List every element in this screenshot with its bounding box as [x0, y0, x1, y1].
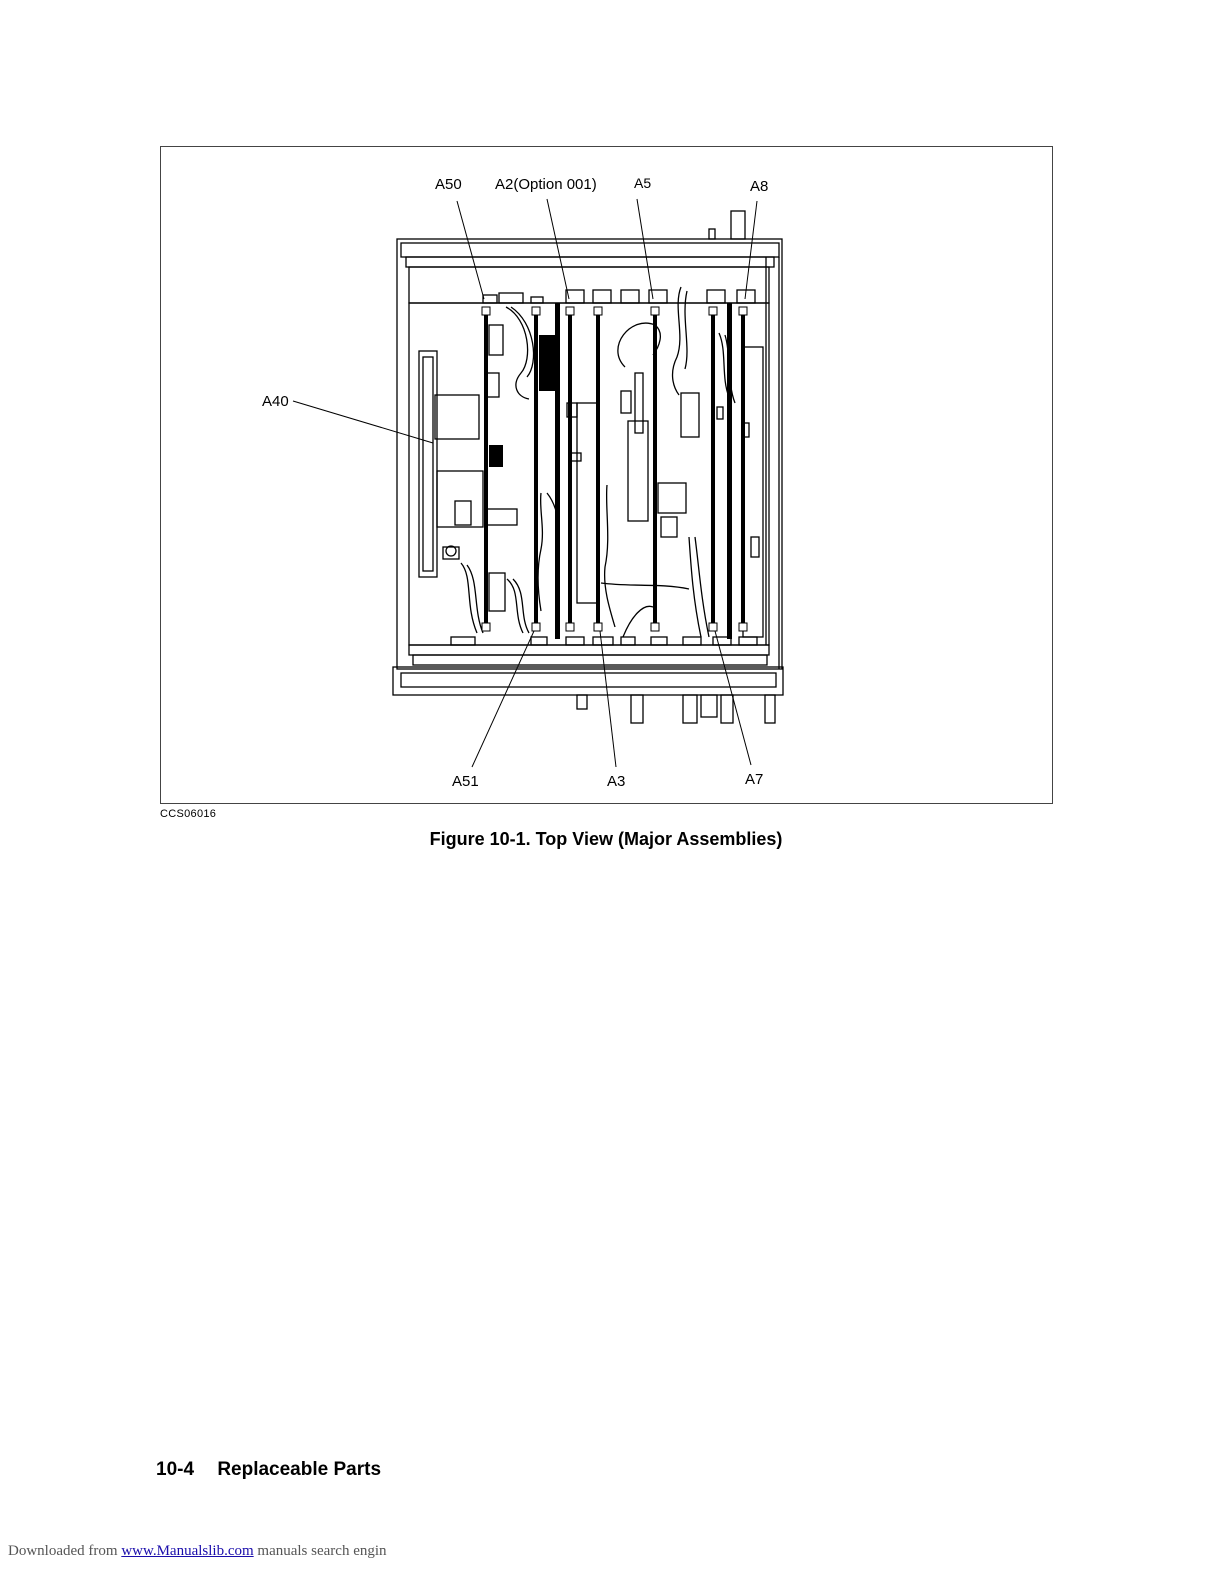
section-title: Replaceable Parts: [217, 1459, 382, 1480]
callout-a7: A7: [745, 771, 764, 788]
leader-a3: [600, 631, 616, 767]
leader-a8: [745, 201, 757, 299]
callout-a40: A40: [262, 393, 289, 410]
leader-a40: [293, 401, 433, 443]
figure-frame: [160, 146, 1053, 804]
callout-a51: A51: [452, 773, 479, 790]
download-prefix: Downloaded from: [8, 1543, 118, 1559]
figure-caption: Figure 10-1. Top View (Major Assemblies): [429, 829, 783, 849]
power-supply: [419, 351, 437, 577]
leader-a2: [547, 199, 569, 299]
page-number: 10-4: [156, 1459, 195, 1480]
top-view-diagram: [161, 147, 1054, 805]
manualslib-link[interactable]: www.Manualslib.com: [121, 1543, 254, 1559]
leader-a51: [472, 631, 534, 767]
leader-a5: [637, 199, 653, 299]
callout-a2: A2(Option 001): [495, 176, 597, 193]
callout-a50: A50: [435, 176, 462, 193]
front-rail: [409, 645, 769, 655]
download-banner: [8, 1543, 387, 1560]
leader-a50: [457, 201, 484, 299]
card-cage-top-bar: [409, 267, 769, 303]
front-panel: [393, 667, 783, 695]
chassis-top-rail: [401, 243, 779, 257]
download-suffix: manuals search engin: [257, 1543, 387, 1559]
callout-a3: A3: [607, 773, 626, 790]
figure-id: CCS06016: [160, 808, 217, 820]
callout-a8: A8: [750, 178, 769, 195]
callout-a5: A5: [634, 175, 652, 191]
page-footer: [156, 1459, 381, 1481]
